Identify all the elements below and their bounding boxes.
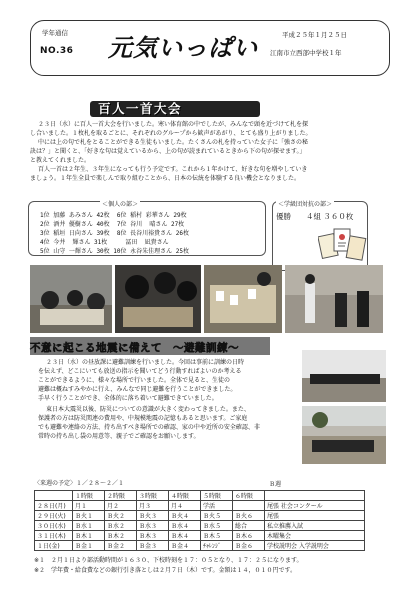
- table-cell: ﾁｬﾚﾝｼﾞ: [201, 541, 233, 551]
- section2-line: でも避難や連絡の方法、持ち出すべき場所での確認、家の中や近所の安全確認、非: [38, 424, 260, 431]
- class-ranking-title: ＜学級団対抗の部＞: [278, 201, 333, 208]
- table-cell: ２時限: [105, 491, 137, 501]
- schedule-note: ※１ ２月１日より部活動時間が１６３０、下校時刻を１７：０５となり、１７：２５になります。: [34, 557, 303, 564]
- section2-line: 保護者の方は防災関連の費用や、中規模地震の記憶もあると思います。ご家庭: [38, 415, 248, 422]
- table-cell: Ｂ水２: [105, 521, 137, 531]
- karuta-cards-illustration: [318, 225, 370, 265]
- section1-heading: 百人一首大会: [98, 101, 183, 116]
- schedule-caption: 〈来週の予定〉１／２８～２／１: [34, 480, 125, 487]
- schedule-note: ※２ 学年費・給食費などの銀行引き落としは２月７日（木）です。金額は１４，０１０円です。: [34, 567, 297, 574]
- table-cell: Ｂ火５: [201, 511, 233, 521]
- table-cell: Ｂ水１: [73, 521, 105, 531]
- table-cell: [35, 491, 73, 501]
- table-cell: Ｂ金３: [137, 541, 169, 551]
- table-cell: 総合: [233, 521, 265, 531]
- section2-line: ことができるように、様々な場所で行いました。全体で見ると、生徒の: [38, 377, 231, 384]
- table-cell: [233, 501, 265, 511]
- individual-ranking-title: ＜個人の部＞: [102, 201, 139, 208]
- table-cell: Ｂ金４: [169, 541, 201, 551]
- table-cell: 月１: [73, 501, 105, 511]
- table-cell: 学校説明会 入学説明会: [265, 541, 365, 551]
- newsletter-title: 元気いっぱい: [108, 33, 258, 62]
- table-cell: １時限: [73, 491, 105, 501]
- table-cell: ３１日(木): [35, 531, 73, 541]
- table-cell: 月３: [137, 501, 169, 511]
- table-cell: Ｂ木２: [105, 531, 137, 541]
- section2-line: を伝えず、どこにいても放送の指示を聞いてどう行動すればよいのか考える: [38, 368, 242, 375]
- section1-line: 百人一首は２年生、３年生になっても行う予定です。これから１年かけて、好きな句を増やしていき: [38, 166, 308, 173]
- table-cell: Ｂ木４: [169, 531, 201, 541]
- table-header-row: [35, 491, 365, 501]
- table-cell: Ｂ火２: [105, 511, 137, 521]
- photo-evacuation-2: [302, 406, 386, 464]
- section2-line: 常時の持ち出し袋の用意等、親子でご確認をお願いします。: [38, 433, 200, 440]
- ranking-row: 1位 加藤 あみさん 42枚 6位 稲村 彩華さん 29枚: [40, 212, 187, 219]
- section1-line: ２３日（水）に百人一首大会を行いました。寒い体育館の中でしたが、みんなで頭を近づけて札を探: [38, 121, 309, 128]
- table-cell: Ｂ木３: [137, 531, 169, 541]
- section2-heading: 不意に起こる地震に備えて ～避難訓練～: [30, 342, 239, 354]
- newsletter-kind: 学年通信: [42, 29, 68, 37]
- table-cell: Ｂ金１: [73, 541, 105, 551]
- table-cell: Ｂ金２: [105, 541, 137, 551]
- table-cell: Ｂ水３: [137, 521, 169, 531]
- ranking-row: 2位 酒井 優樹さん 40枚 7位 谷川 晴さん 27枚: [40, 221, 185, 228]
- table-cell: ３０日(水): [35, 521, 73, 531]
- table-cell: Ｂ火１: [73, 511, 105, 521]
- table-cell: Ｂ火６: [233, 511, 265, 521]
- table-cell: ４時限: [169, 491, 201, 501]
- table-cell: [265, 491, 365, 501]
- school-name: 江南市立西部中学校１年: [270, 49, 342, 57]
- table-cell: Ｂ火３: [137, 511, 169, 521]
- table-cell: Ｂ木１: [73, 531, 105, 541]
- table-row: [35, 521, 365, 531]
- table-cell: 尾張: [265, 511, 365, 521]
- table-cell: ５時限: [201, 491, 233, 501]
- class-ranking-result: 優勝 ４組 ３６０枚: [276, 212, 354, 221]
- schedule-week-label: Ｂ週: [269, 481, 282, 488]
- photo-karuta-3: [204, 265, 282, 333]
- photo-karuta-2: [115, 265, 201, 333]
- table-cell: ２８日(月): [35, 501, 73, 511]
- table-cell: 尾張 社会コンクール: [265, 501, 365, 511]
- table-cell: Ｂ水４: [169, 521, 201, 531]
- table-cell: 月２: [105, 501, 137, 511]
- table-cell: Ｂ木６: [233, 531, 265, 541]
- table-cell: 私立推薦入試: [265, 521, 365, 531]
- table-cell: Ｂ木５: [201, 531, 233, 541]
- table-row: [35, 501, 365, 511]
- table-cell: ３時限: [137, 491, 169, 501]
- table-cell: Ｂ火４: [169, 511, 201, 521]
- section2-line: 東日本大震災以後、防災についての意識が大きく変わってきました。また、: [46, 406, 250, 413]
- issue-date: 平成２５年１月２５日: [282, 31, 347, 39]
- table-cell: 木曜集会: [265, 531, 365, 541]
- section1-line: 訣は？」と聞くと、「好きな句は覚えているから、上の句が読まれているときから下の句が探せます。」: [30, 148, 306, 155]
- ranking-row: 3位 稲垣 日向さん 39枚 8位 長谷川裕貴さん 26枚: [40, 230, 189, 237]
- table-cell: ２９日(火): [35, 511, 73, 521]
- section1-line: ましょう。１年生全員で楽しんで取り組むことから、日本の伝統を体験する良い機会となりました。: [30, 175, 301, 182]
- issue-number: NO.36: [40, 46, 74, 56]
- table-cell: Ｂ金６: [233, 541, 265, 551]
- section2-line: ２３日（水）の昼放課に避難訓練を行いました。今回は事前に訓練の日時: [46, 359, 245, 366]
- table-cell: 学活: [201, 501, 233, 511]
- section1-line: 中には上の句で札をとることができる生徒もいました。たくさんの札を持っていた女子に「強さの秘: [38, 139, 309, 146]
- section2-line: 手早く行うことができ、全体的に落ち着いて避難できていました。: [38, 395, 218, 402]
- table-cell: ６時限: [233, 491, 265, 501]
- ranking-row: 5位 山守 一輝さん 30枚 10位 永谷朱佳理さん 25枚: [40, 248, 189, 255]
- section1-line: と教えてくれました。: [30, 157, 91, 164]
- photo-karuta-1: [30, 265, 112, 333]
- ranking-row: 4位 今井 輝さん 31枚 冨田 凪貴さん: [40, 239, 169, 246]
- section2-line: 避難は概ねすみやかに行え、みんなで同じ避難を行うことができました。: [38, 386, 237, 393]
- table-row: [35, 531, 365, 541]
- table-row: [35, 541, 365, 551]
- table-cell: １日(金): [35, 541, 73, 551]
- section1-line: し合いました。１枚札を取るごとに、それぞれのグループから歓声があがり、とても盛り上がりました。: [30, 130, 312, 137]
- photo-karuta-4: [285, 265, 383, 333]
- table-cell: Ｂ水５: [201, 521, 233, 531]
- table-row: [35, 511, 365, 521]
- weekly-schedule-table: [34, 490, 365, 551]
- table-cell: 月４: [169, 501, 201, 511]
- photo-evacuation-1: [302, 350, 386, 402]
